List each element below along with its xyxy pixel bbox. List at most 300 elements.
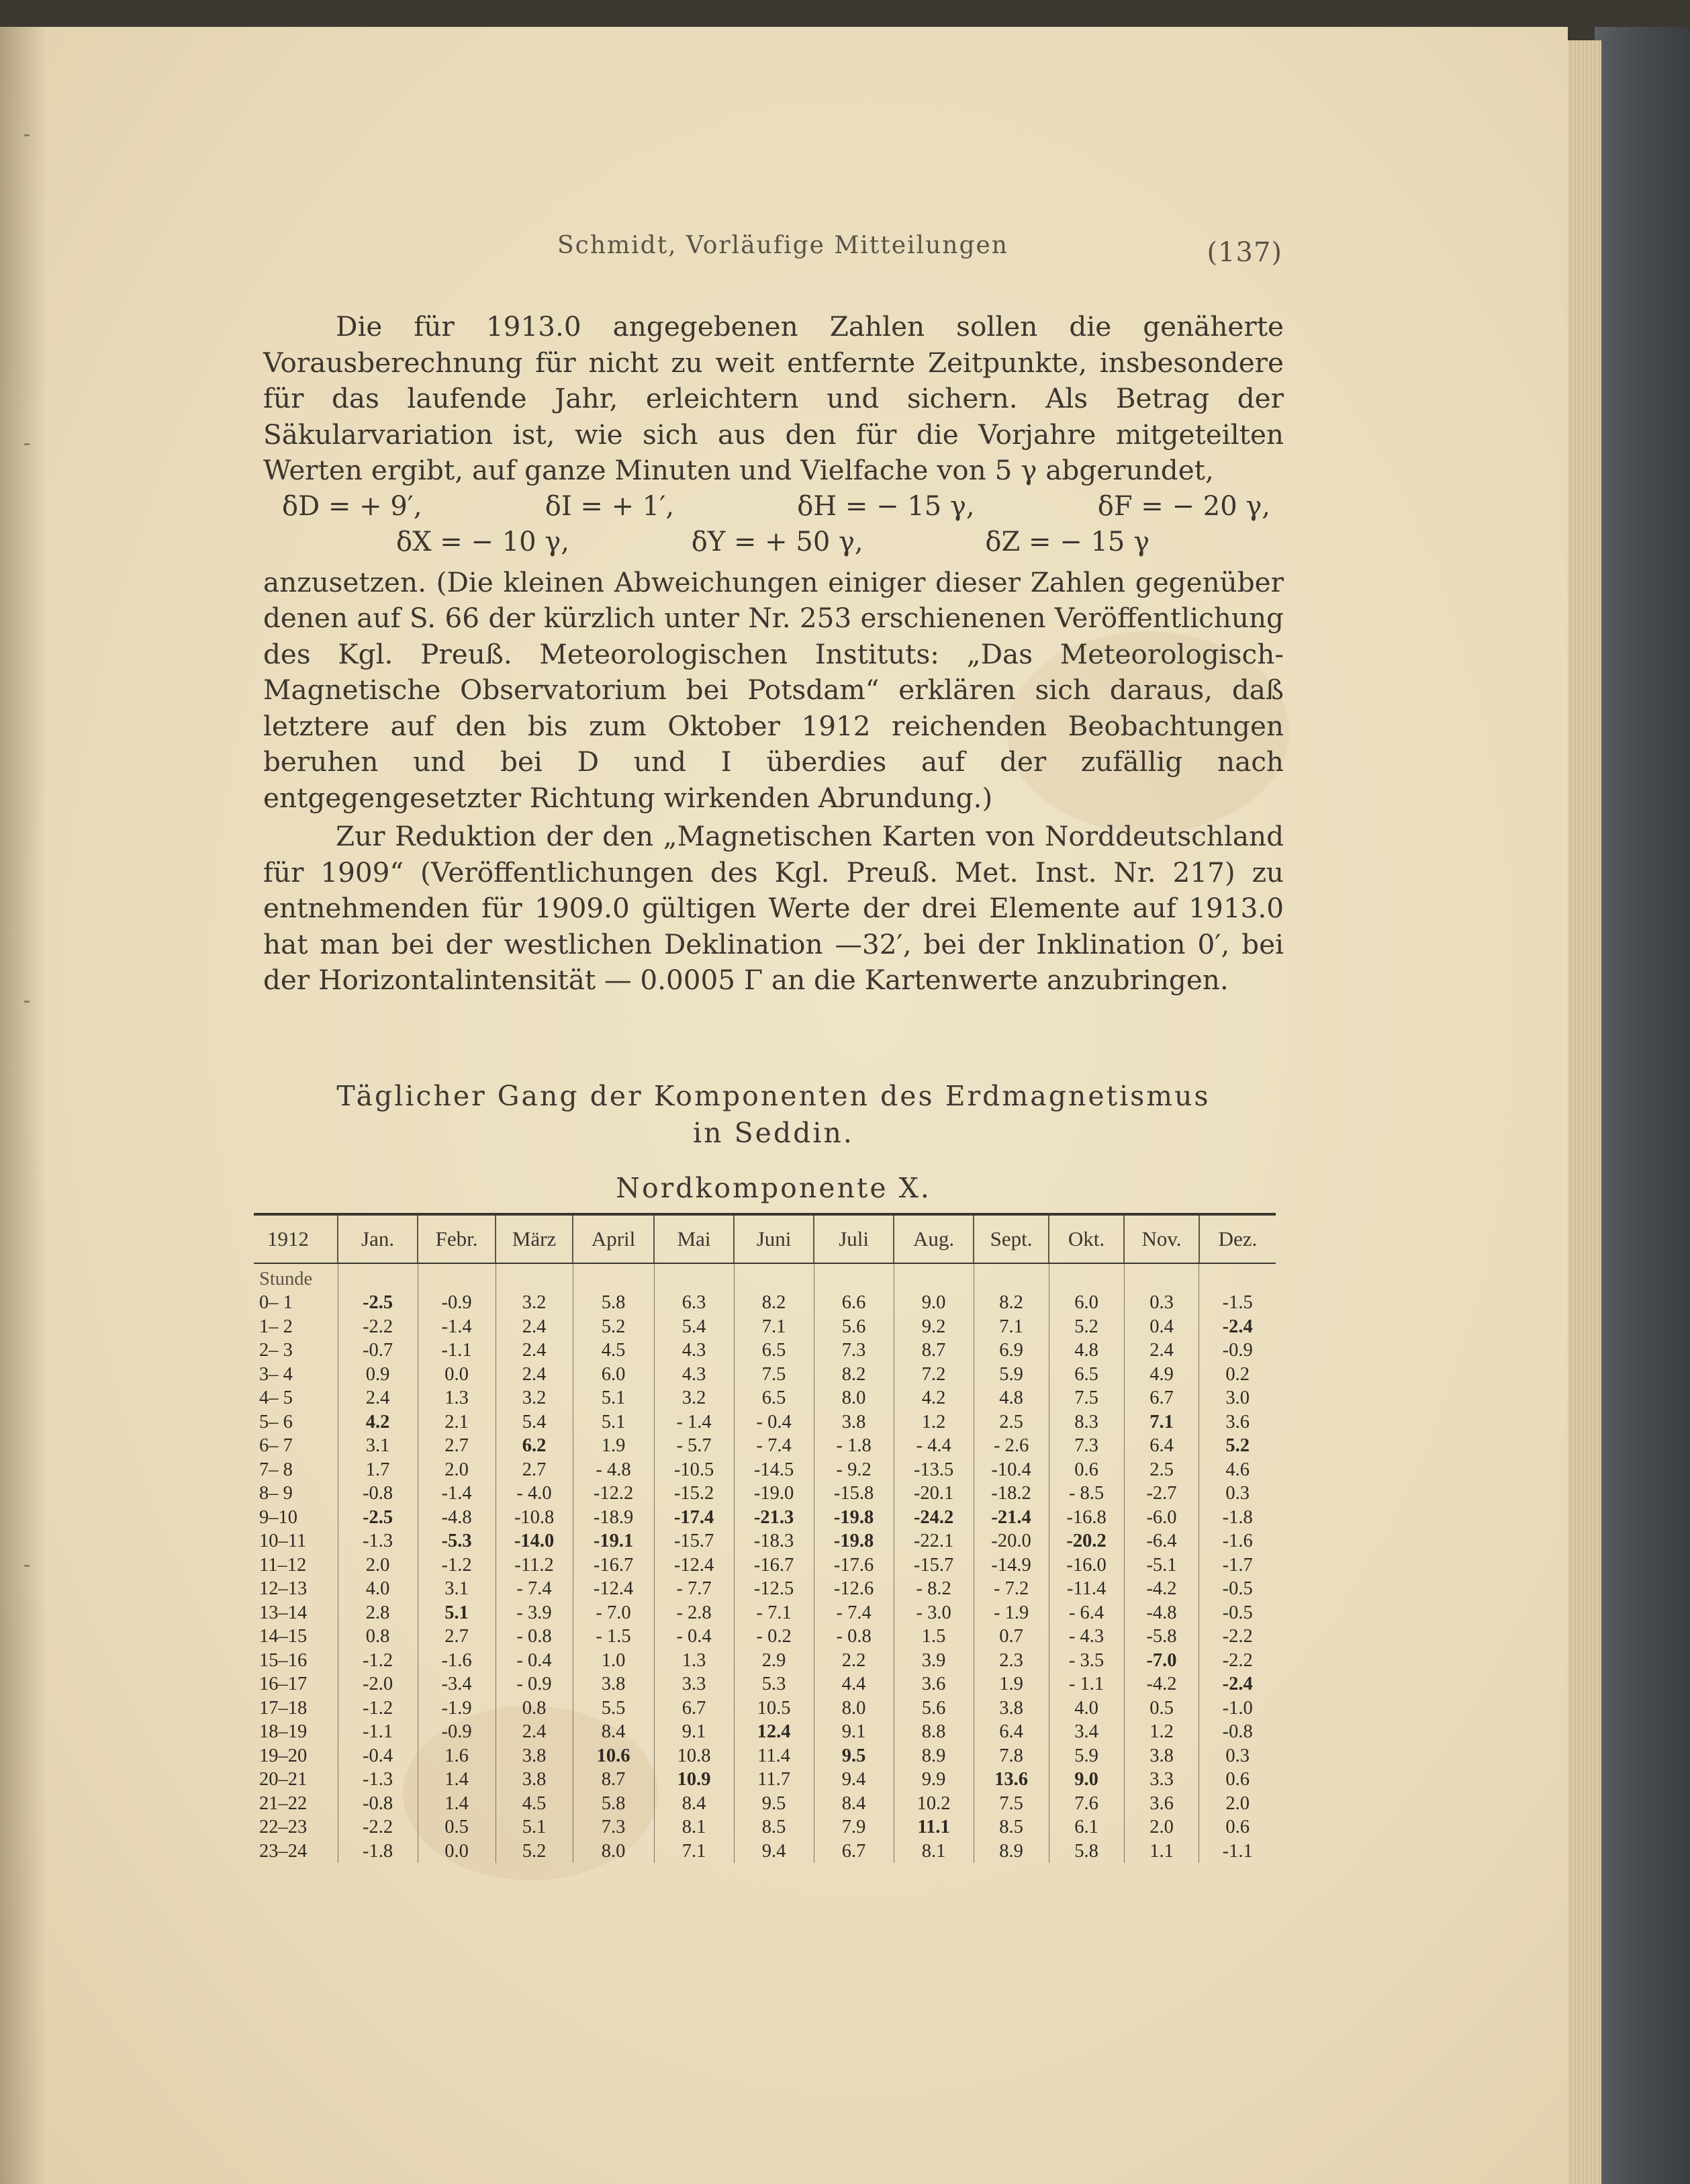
margin-mark: [24, 1565, 30, 1567]
value-cell: -4.2: [1124, 1672, 1199, 1696]
value-cell: 4.2: [894, 1386, 974, 1410]
value-cell: 4.9: [1124, 1363, 1199, 1387]
value-cell: -19.1: [573, 1529, 654, 1553]
value-cell: 10.2: [894, 1792, 974, 1816]
value-cell: -18.2: [974, 1482, 1049, 1506]
value-cell: -19.8: [814, 1506, 894, 1530]
paragraph-2: Zur Reduktion der den „Magnetischen Karten von Norddeutschland für 1909“ (Veröffentlichungen des Kgl. Preuß. Met. Inst. Nr. 217) zu entnehmenden für 1909.0 gültigen Werte der drei Elemente auf 1913.0 hat man bei der westlichen Deklination —32′, bei der Inklination 0′, bei der Horizontalintensität — 0.0005 Γ an die Kartenwerte anzubringen.: [263, 820, 1284, 996]
value-cell: 5.6: [814, 1315, 894, 1339]
table-row: [254, 1363, 1276, 1387]
value-cell: 3.2: [654, 1386, 734, 1410]
value-cell: 8.2: [814, 1363, 894, 1387]
value-cell: 5.1: [418, 1601, 496, 1625]
table-title-line-2: in Seddin.: [693, 1117, 854, 1149]
value-cell: 6.7: [654, 1696, 734, 1721]
hour-cell: 9–10: [259, 1506, 297, 1528]
value-cell: 7.1: [974, 1315, 1049, 1339]
value-cell: 6.5: [1049, 1363, 1124, 1387]
value-cell: 4.0: [338, 1577, 418, 1601]
hour-cell: 17–18: [259, 1697, 308, 1719]
value-cell: 8.7: [573, 1768, 654, 1792]
value-cell: -1.4: [418, 1482, 496, 1506]
hour-cell: 1– 2: [259, 1316, 293, 1337]
value-cell: -1.9: [418, 1696, 496, 1721]
table-row: [254, 1839, 1276, 1864]
month-header: Dez.: [1199, 1216, 1276, 1263]
value-cell: 2.0: [1124, 1815, 1199, 1839]
value-cell: 5.8: [573, 1792, 654, 1816]
value-cell: 1.7: [338, 1458, 418, 1482]
month-header: Febr.: [418, 1216, 496, 1263]
value-cell: 6.1: [1049, 1815, 1124, 1839]
month-header: März: [496, 1216, 573, 1263]
value-cell: -0.9: [1199, 1338, 1276, 1363]
hour-cell: 6– 7: [259, 1435, 293, 1457]
value-cell: - 0.4: [734, 1410, 814, 1435]
table-row: [254, 1482, 1276, 1506]
value-cell: 2.7: [418, 1625, 496, 1649]
value-cell: 6.7: [1124, 1386, 1199, 1410]
table-row: [254, 1744, 1276, 1768]
paragraph-1-continued: anzusetzen. (Die kleinen Abweichungen einiger dieser Zahlen gegenüber denen auf S. 66 der kürzlich unter Nr. 253 erschienenen Veröffentlichung des Kgl. Preuß. Meteorologischen Instituts: „Das Meteorologisch-Magnetische Observatorium bei Potsdam“ erklären sich daraus, daß letztere auf den bis zum Oktober 1912 reichenden Beobachtungen beruhen und bei D und I überdies auf der zufällig nach entgegengesetzter Richtung wirkenden Abrundung.): [263, 565, 1284, 814]
value-cell: -1.6: [418, 1649, 496, 1673]
value-cell: -15.7: [894, 1553, 974, 1578]
value-cell: 5.9: [974, 1363, 1049, 1387]
value-cell: 3.8: [573, 1672, 654, 1696]
value-cell: -19.0: [734, 1482, 814, 1506]
hour-cell: 14–15: [259, 1626, 308, 1647]
value-cell: -0.9: [418, 1291, 496, 1315]
value-cell: - 2.8: [654, 1601, 734, 1625]
month-header: Nov.: [1124, 1216, 1199, 1263]
value-cell: 6.3: [654, 1291, 734, 1315]
value-cell: 1.0: [573, 1649, 654, 1673]
running-head-title: Schmidt, Vorläufige Mitteilungen: [557, 232, 1008, 259]
value-cell: 0.6: [1049, 1458, 1124, 1482]
value-cell: 8.5: [974, 1815, 1049, 1839]
value-cell: -5.3: [418, 1529, 496, 1553]
table-row: [254, 1529, 1276, 1553]
value-cell: 2.1: [418, 1410, 496, 1435]
value-cell: -10.5: [654, 1458, 734, 1482]
value-cell: 9.0: [894, 1291, 974, 1315]
value-cell: 1.2: [894, 1410, 974, 1435]
value-cell: -0.8: [1199, 1720, 1276, 1744]
value-cell: - 7.2: [974, 1577, 1049, 1601]
value-cell: 5.8: [1049, 1839, 1124, 1864]
month-header: Aug.: [894, 1216, 974, 1263]
value-cell: 2.4: [496, 1315, 573, 1339]
value-cell: 5.1: [573, 1386, 654, 1410]
value-cell: - 2.6: [974, 1434, 1049, 1458]
value-cell: - 6.4: [1049, 1601, 1124, 1625]
month-header: Okt.: [1049, 1216, 1124, 1263]
value-cell: -12.2: [573, 1482, 654, 1506]
value-cell: 9.9: [894, 1768, 974, 1792]
value-cell: -10.8: [496, 1506, 573, 1530]
value-cell: 2.0: [338, 1553, 418, 1578]
value-cell: 0.4: [1124, 1315, 1199, 1339]
value-cell: 8.5: [734, 1815, 814, 1839]
value-cell: 4.2: [338, 1410, 418, 1435]
table-row: [254, 1815, 1276, 1839]
table-subtitle: Nordkomponente X.: [616, 1172, 931, 1204]
value-cell: 3.1: [338, 1434, 418, 1458]
table-row: [254, 1792, 1276, 1816]
value-cell: -1.2: [338, 1649, 418, 1673]
value-cell: 4.4: [814, 1672, 894, 1696]
value-cell: 2.4: [496, 1720, 573, 1744]
hour-cell: 21–22: [259, 1792, 308, 1814]
table-row: [254, 1410, 1276, 1435]
value-cell: 2.7: [496, 1458, 573, 1482]
value-cell: 1.6: [418, 1744, 496, 1768]
value-cell: 8.9: [894, 1744, 974, 1768]
value-cell: -1.5: [1199, 1291, 1276, 1315]
value-cell: 2.0: [1199, 1792, 1276, 1816]
value-cell: - 3.9: [496, 1601, 573, 1625]
value-cell: 2.4: [496, 1363, 573, 1387]
value-cell: 8.2: [734, 1291, 814, 1315]
value-cell: 8.8: [894, 1720, 974, 1744]
hour-cell: 12–13: [259, 1578, 308, 1600]
value-cell: 5.3: [734, 1672, 814, 1696]
value-cell: 2.4: [338, 1386, 418, 1410]
value-cell: 0.3: [1199, 1482, 1276, 1506]
value-cell: 13.6: [974, 1768, 1049, 1792]
value-cell: -14.0: [496, 1529, 573, 1553]
value-cell: -0.8: [338, 1792, 418, 1816]
value-cell: - 0.2: [734, 1625, 814, 1649]
hour-cell: 8– 9: [259, 1483, 293, 1504]
value-cell: 2.5: [1124, 1458, 1199, 1482]
formula-delta-x: δX = − 10 γ,: [396, 527, 569, 557]
value-cell: 9.4: [814, 1768, 894, 1792]
value-cell: 6.0: [573, 1363, 654, 1387]
value-cell: 0.6: [1199, 1768, 1276, 1792]
value-cell: 1.3: [418, 1386, 496, 1410]
value-cell: 1.3: [654, 1649, 734, 1673]
value-cell: 8.9: [974, 1839, 1049, 1864]
value-cell: 3.9: [894, 1649, 974, 1673]
value-cell: 7.8: [974, 1744, 1049, 1768]
value-cell: -1.7: [1199, 1553, 1276, 1578]
value-cell: -16.7: [573, 1553, 654, 1578]
value-cell: - 8.5: [1049, 1482, 1124, 1506]
value-cell: 6.9: [974, 1338, 1049, 1363]
value-cell: 7.5: [734, 1363, 814, 1387]
value-cell: -20.1: [894, 1482, 974, 1506]
value-cell: 6.7: [814, 1839, 894, 1864]
value-cell: -1.2: [418, 1553, 496, 1578]
value-cell: - 7.1: [734, 1601, 814, 1625]
value-cell: 6.2: [496, 1434, 573, 1458]
value-cell: -2.2: [338, 1815, 418, 1839]
value-cell: 3.4: [1049, 1720, 1124, 1744]
value-cell: 8.1: [654, 1815, 734, 1839]
value-cell: -4.8: [1124, 1601, 1199, 1625]
value-cell: -21.4: [974, 1506, 1049, 1530]
hour-cell: 7– 8: [259, 1459, 293, 1480]
value-cell: 3.2: [496, 1386, 573, 1410]
value-cell: 8.2: [974, 1291, 1049, 1315]
hour-cell: 11–12: [259, 1554, 307, 1576]
month-header: April: [573, 1216, 654, 1263]
value-cell: 5.6: [894, 1696, 974, 1721]
hour-cell: 19–20: [259, 1745, 308, 1766]
value-cell: - 0.4: [654, 1625, 734, 1649]
value-cell: -21.3: [734, 1506, 814, 1530]
value-cell: 11.7: [734, 1768, 814, 1792]
value-cell: -11.2: [496, 1553, 573, 1578]
table-row: [254, 1577, 1276, 1601]
value-cell: 5.2: [1049, 1315, 1124, 1339]
value-cell: 8.4: [654, 1792, 734, 1816]
value-cell: 3.8: [1124, 1744, 1199, 1768]
value-cell: 3.1: [418, 1577, 496, 1601]
value-cell: 11.1: [894, 1815, 974, 1839]
value-cell: -0.9: [418, 1720, 496, 1744]
page-number: (137): [1207, 237, 1282, 268]
year-header: 1912: [254, 1216, 338, 1263]
value-cell: - 7.0: [573, 1601, 654, 1625]
value-cell: -12.5: [734, 1577, 814, 1601]
value-cell: 0.8: [496, 1696, 573, 1721]
hour-cell: 23–24: [259, 1840, 308, 1862]
value-cell: -12.4: [654, 1553, 734, 1578]
value-cell: 10.9: [654, 1768, 734, 1792]
value-cell: 3.0: [1199, 1386, 1276, 1410]
value-cell: -4.2: [1124, 1577, 1199, 1601]
value-cell: 6.5: [734, 1386, 814, 1410]
value-cell: 8.0: [814, 1696, 894, 1721]
value-cell: - 0.9: [496, 1672, 573, 1696]
value-cell: -5.1: [1124, 1553, 1199, 1578]
value-cell: -13.5: [894, 1458, 974, 1482]
value-cell: -0.4: [338, 1744, 418, 1768]
table-header-row: [254, 1216, 1276, 1263]
value-cell: -2.7: [1124, 1482, 1199, 1506]
value-cell: 10.8: [654, 1744, 734, 1768]
value-cell: 2.5: [974, 1410, 1049, 1435]
value-cell: - 4.4: [894, 1434, 974, 1458]
value-cell: -14.5: [734, 1458, 814, 1482]
value-cell: -2.4: [1199, 1315, 1276, 1339]
value-cell: 2.3: [974, 1649, 1049, 1673]
value-cell: 8.0: [573, 1839, 654, 1864]
value-cell: - 1.9: [974, 1601, 1049, 1625]
value-cell: 4.6: [1199, 1458, 1276, 1482]
value-cell: 9.5: [814, 1744, 894, 1768]
value-cell: 3.8: [974, 1696, 1049, 1721]
value-cell: 9.1: [814, 1720, 894, 1744]
value-cell: 8.4: [814, 1792, 894, 1816]
value-cell: -20.2: [1049, 1529, 1124, 1553]
book-cover-edge: [1595, 27, 1690, 2184]
value-cell: 2.7: [418, 1434, 496, 1458]
value-cell: -15.7: [654, 1529, 734, 1553]
value-cell: 4.3: [654, 1338, 734, 1363]
value-cell: 6.6: [814, 1291, 894, 1315]
value-cell: 2.9: [734, 1649, 814, 1673]
month-header: Juli: [814, 1216, 894, 1263]
hour-cell: 16–17: [259, 1674, 308, 1695]
value-cell: 9.4: [734, 1839, 814, 1864]
hour-cell: 5– 6: [259, 1411, 293, 1432]
stunde-row: [254, 1263, 1276, 1291]
value-cell: 3.8: [814, 1410, 894, 1435]
value-cell: 4.5: [573, 1338, 654, 1363]
value-cell: - 1.8: [814, 1434, 894, 1458]
table-row: [254, 1720, 1276, 1744]
value-cell: -2.2: [1199, 1649, 1276, 1673]
value-cell: 7.1: [654, 1839, 734, 1864]
value-cell: 0.7: [974, 1625, 1049, 1649]
value-cell: 7.5: [974, 1792, 1049, 1816]
value-cell: 1.4: [418, 1768, 496, 1792]
formula-delta-y: δY = + 50 γ,: [691, 527, 863, 557]
value-cell: 6.4: [1124, 1434, 1199, 1458]
table-row: [254, 1458, 1276, 1482]
hour-cell: 13–14: [259, 1602, 308, 1623]
value-cell: 0.3: [1199, 1744, 1276, 1768]
value-cell: -1.3: [338, 1529, 418, 1553]
value-cell: 7.1: [1124, 1410, 1199, 1435]
hour-cell: 18–19: [259, 1721, 308, 1743]
value-cell: 3.8: [496, 1744, 573, 1768]
value-cell: -0.5: [1199, 1577, 1276, 1601]
value-cell: -6.0: [1124, 1506, 1199, 1530]
value-cell: -18.3: [734, 1529, 814, 1553]
value-cell: 12.4: [734, 1720, 814, 1744]
value-cell: 7.9: [814, 1815, 894, 1839]
value-cell: -0.8: [338, 1482, 418, 1506]
month-header: Jan.: [338, 1216, 418, 1263]
value-cell: 2.2: [814, 1649, 894, 1673]
value-cell: -1.3: [338, 1768, 418, 1792]
value-cell: -2.4: [1199, 1672, 1276, 1696]
value-cell: - 7.4: [496, 1577, 573, 1601]
formula-row-1: [263, 489, 1284, 525]
value-cell: 11.4: [734, 1744, 814, 1768]
formula-row-2: [263, 525, 1284, 561]
value-cell: 2.8: [338, 1601, 418, 1625]
hour-cell: 20–21: [259, 1769, 308, 1790]
value-cell: 5.1: [573, 1410, 654, 1435]
body-text: [263, 309, 1284, 999]
value-cell: -16.8: [1049, 1506, 1124, 1530]
value-cell: -16.7: [734, 1553, 814, 1578]
value-cell: -1.8: [1199, 1506, 1276, 1530]
table-row: [254, 1672, 1276, 1696]
margin-mark: [24, 1001, 30, 1003]
value-cell: 7.3: [573, 1815, 654, 1839]
value-cell: -5.8: [1124, 1625, 1199, 1649]
value-cell: -1.8: [338, 1839, 418, 1864]
value-cell: - 5.7: [654, 1434, 734, 1458]
value-cell: -2.0: [338, 1672, 418, 1696]
value-cell: 5.2: [1199, 1434, 1276, 1458]
value-cell: 5.4: [654, 1315, 734, 1339]
table-row: [254, 1553, 1276, 1578]
month-header: Juni: [734, 1216, 814, 1263]
value-cell: 1.4: [418, 1792, 496, 1816]
value-cell: 5.2: [496, 1839, 573, 1864]
value-cell: -11.4: [1049, 1577, 1124, 1601]
value-cell: -16.0: [1049, 1553, 1124, 1578]
value-cell: -0.5: [1199, 1601, 1276, 1625]
margin-mark: [24, 443, 30, 445]
value-cell: 4.8: [974, 1386, 1049, 1410]
value-cell: 7.5: [1049, 1386, 1124, 1410]
value-cell: 5.2: [573, 1315, 654, 1339]
value-cell: -14.9: [974, 1553, 1049, 1578]
value-cell: 5.8: [573, 1291, 654, 1315]
value-cell: 8.3: [1049, 1410, 1124, 1435]
value-cell: -3.4: [418, 1672, 496, 1696]
value-cell: - 7.7: [654, 1577, 734, 1601]
value-cell: -2.5: [338, 1506, 418, 1530]
value-cell: 1.9: [974, 1672, 1049, 1696]
value-cell: - 4.8: [573, 1458, 654, 1482]
value-cell: - 7.4: [734, 1434, 814, 1458]
value-cell: - 0.8: [814, 1625, 894, 1649]
value-cell: - 8.2: [894, 1577, 974, 1601]
value-cell: 6.4: [974, 1720, 1049, 1744]
formula-delta-z: δZ = − 15 γ: [985, 527, 1149, 557]
value-cell: -1.1: [418, 1338, 496, 1363]
month-header: Sept.: [974, 1216, 1049, 1263]
table-row: [254, 1601, 1276, 1625]
table-row: [254, 1696, 1276, 1721]
value-cell: 0.5: [418, 1815, 496, 1839]
table-row: [254, 1386, 1276, 1410]
value-cell: - 1.5: [573, 1625, 654, 1649]
value-cell: -20.0: [974, 1529, 1049, 1553]
value-cell: 2.0: [418, 1458, 496, 1482]
value-cell: - 1.4: [654, 1410, 734, 1435]
value-cell: - 0.4: [496, 1649, 573, 1673]
value-cell: -17.4: [654, 1506, 734, 1530]
value-cell: -12.4: [573, 1577, 654, 1601]
table-row: [254, 1338, 1276, 1363]
value-cell: -7.0: [1124, 1649, 1199, 1673]
value-cell: 1.9: [573, 1434, 654, 1458]
value-cell: -1.1: [338, 1720, 418, 1744]
value-cell: 2.4: [1124, 1338, 1199, 1363]
value-cell: 8.1: [894, 1839, 974, 1864]
value-cell: 4.0: [1049, 1696, 1124, 1721]
table-row: [254, 1625, 1276, 1649]
value-cell: -15.2: [654, 1482, 734, 1506]
gutter-shadow: [0, 27, 47, 2184]
value-cell: 7.1: [734, 1315, 814, 1339]
value-cell: 9.5: [734, 1792, 814, 1816]
value-cell: 7.6: [1049, 1792, 1124, 1816]
value-cell: 0.3: [1124, 1291, 1199, 1315]
value-cell: 10.5: [734, 1696, 814, 1721]
value-cell: -1.1: [1199, 1839, 1276, 1864]
data-table: [254, 1213, 1276, 1863]
value-cell: -6.4: [1124, 1529, 1199, 1553]
value-cell: 4.5: [496, 1792, 573, 1816]
hour-cell: 15–16: [259, 1649, 308, 1671]
value-cell: 10.6: [573, 1744, 654, 1768]
value-cell: 0.5: [1124, 1696, 1199, 1721]
value-cell: -2.2: [338, 1315, 418, 1339]
value-cell: -15.8: [814, 1482, 894, 1506]
value-cell: 8.0: [814, 1386, 894, 1410]
